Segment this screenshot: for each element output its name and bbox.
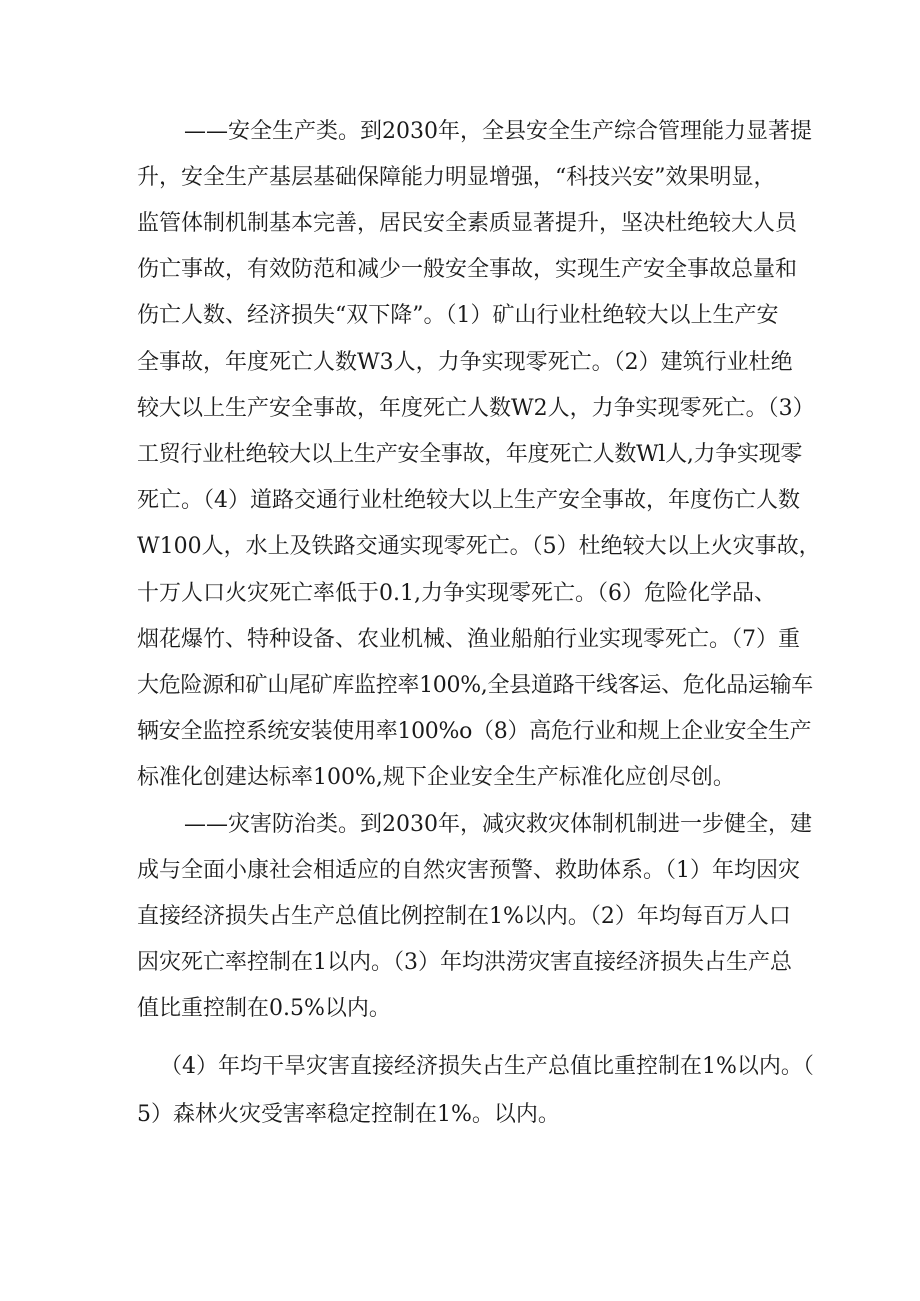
paragraph-safety-line-5: 伤亡人数、经济损失“双下降”。（1）矿山行业杜绝较大以上生产安 xyxy=(137,303,779,328)
paragraph-safety-line-1: ——安全生产类。到2030年，全县安全生产综合管理能力显著提 xyxy=(184,119,812,144)
paragraph-disaster-cont-line-2: 5）森林火灾受害率稳定控制在1%。以内。 xyxy=(137,1102,560,1127)
paragraph-safety-line-10: W100人，水上及铁路交通实现零死亡。（5）杜绝较大以上火灾事故， xyxy=(137,534,821,559)
paragraph-safety-line-9: 死亡。（4）道路交通行业杜绝较大以上生产安全事故，年度伤亡人数 xyxy=(137,488,800,513)
paragraph-safety-line-4: 伤亡事故，有效防范和减少一般安全事故，实现生产安全事故总量和 xyxy=(137,257,798,282)
paragraph-safety-line-2: 升，安全生产基层基础保障能力明显增强，“科技兴安”效果明显， xyxy=(137,165,776,190)
paragraph-disaster-line-4: 因灾死亡率控制在1以内。（3）年均洪涝灾害直接经济损失占生产总 xyxy=(137,950,792,975)
paragraph-safety-line-6: 全事故，年度死亡人数W3人，力争实现零死亡。（2）建筑行业杜绝 xyxy=(137,350,793,375)
paragraph-safety-line-11: 十万人口火灾死亡率低于0.1,力争实现零死亡。（6）危险化学品、 xyxy=(137,581,776,606)
paragraph-safety-line-3: 监管体制机制基本完善，居民安全素质显著提升，坚决杜绝较大人员 xyxy=(137,211,798,236)
paragraph-safety-line-14: 辆安全监控系统安装使用率100%o（8）高危行业和规上企业安全生产 xyxy=(137,719,812,744)
paragraph-disaster-line-1: ——灾害防治类。到2030年，减灾救灾体制机制进一步健全，建 xyxy=(184,812,812,837)
paragraph-safety-line-15: 标准化创建达标率100%,规下企业安全生产标准化应创尽创。 xyxy=(137,765,735,790)
paragraph-disaster-line-5: 值比重控制在0.5%以内。 xyxy=(137,996,391,1021)
paragraph-disaster-line-3: 直接经济损失占生产总值比例控制在1%以内。（2）年均每百万人口 xyxy=(137,904,791,929)
paragraph-safety-line-8: 工贸行业杜绝较大以上生产安全事故，年度死亡人数Wl人,力争实现零 xyxy=(137,442,803,467)
paragraph-safety-line-12: 烟花爆竹、特种设备、农业机械、渔业船舶行业实现零死亡。（7）重 xyxy=(137,627,800,652)
paragraph-safety-line-7: 较大以上生产安全事故，年度死亡人数W2人，力争实现零死亡。（3） xyxy=(137,396,815,421)
paragraph-disaster-cont-line-1: （4）年均干旱灾害直接经济损失占生产总值比重控制在1%以内。（ xyxy=(160,1054,814,1079)
paragraph-disaster-line-2: 成与全面小康社会相适应的自然灾害预警、救助体系。（1）年均因灾 xyxy=(137,858,800,883)
paragraph-safety-line-13: 大危险源和矿山尾矿库监控率100%,全县道路干线客运、危化品运输车 xyxy=(137,673,813,698)
